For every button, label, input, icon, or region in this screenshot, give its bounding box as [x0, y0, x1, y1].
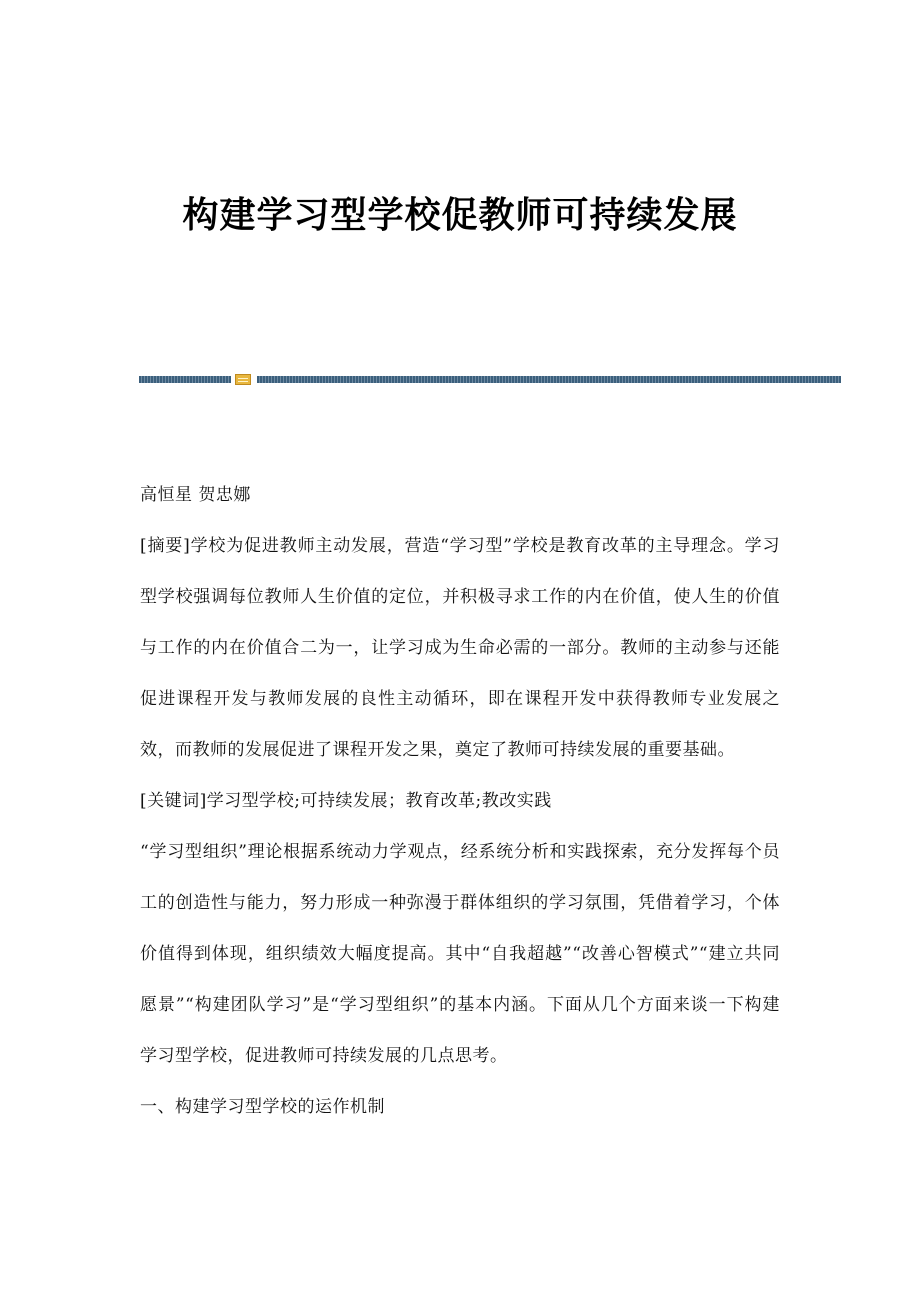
divider-bar-right — [257, 376, 841, 383]
divider-bar-left — [139, 376, 231, 383]
section-heading: 一、构建学习型学校的运作机制 — [140, 1097, 385, 1117]
intro-paragraph: “学习型组织”理论根据系统动力学观点，经系统分析和实践探索，充分发挥每个员工的创造性与能力，努力形成一种弥漫于群体组织的学习氛围，凭借着学习，个体价值得到体现，组织绩效大幅度提高。其中“自我超越”“改善心智模式”“建立共同愿景”“构建团队学习”是“学习型组织”的基本内涵。下面从几个方面来谈一下构建学习型学校，促进教师可持续发展的几点思考。 — [140, 842, 780, 1066]
envelope-icon — [235, 374, 251, 385]
authors: 高恒星 贺忠娜 — [140, 485, 251, 505]
document-body — [140, 470, 780, 1133]
document-title: 构建学习型学校促教师可持续发展 — [182, 194, 738, 236]
abstract-paragraph: [摘要]学校为促进教师主动发展，营造“学习型”学校是教育改革的主导理念。学习型学校强调每位教师人生价值的定位，并积极寻求工作的内在价值，使人生的价值与工作的内在价值合二为一，让学习成为生命必需的一部分。教师的主动参与还能促进课程开发与教师发展的良性主动循环，即在课程开发中获得教师专业发展之效，而教师的发展促进了课程开发之果，奠定了教师可持续发展的重要基础。 — [140, 536, 780, 760]
keywords-paragraph: [关键词]学习型学校;可持续发展；教育改革;教改实践 — [140, 791, 552, 811]
title-divider — [139, 374, 841, 384]
